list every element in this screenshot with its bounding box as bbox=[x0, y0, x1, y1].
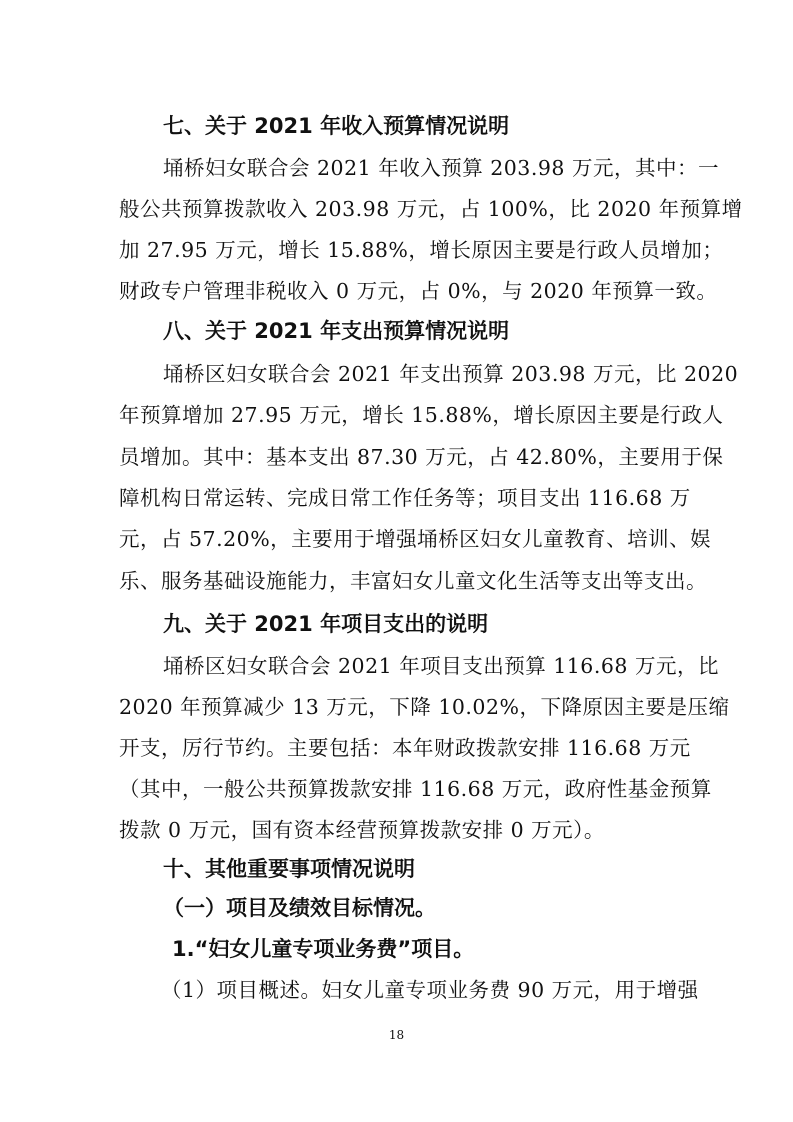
page-number: 18 bbox=[388, 1028, 405, 1042]
section-8-line-1: 埇桥区妇女联合会 2021 年支出预算 203.98 万元，比 2020 bbox=[163, 362, 739, 386]
section-8-line-3: 员增加。其中：基本支出 87.30 万元，占 42.80%，主要用于保 bbox=[119, 445, 724, 469]
section-8-heading: 八、关于 2021 年支出预算情况说明 bbox=[163, 319, 510, 343]
section-10-line-1: （1）项目概述。妇女儿童专项业务费 90 万元，用于增强 bbox=[161, 978, 699, 1002]
section-7-line-1: 埇桥妇女联合会 2021 年收入预算 203.98 万元，其中：一 bbox=[163, 156, 719, 180]
section-7-heading: 七、关于 2021 年收入预算情况说明 bbox=[163, 114, 510, 138]
section-9-line-4: （其中，一般公共预算拨款安排 116.68 万元，政府性基金预算 bbox=[119, 777, 712, 801]
section-9-heading: 九、关于 2021 年项目支出的说明 bbox=[163, 612, 489, 636]
section-10-subheading-1: （一）项目及绩效目标情况。 bbox=[163, 896, 436, 920]
section-7-line-4: 财政专户管理非税收入 0 万元，占 0%，与 2020 年预算一致。 bbox=[119, 279, 718, 303]
section-9-line-2: 2020 年预算减少 13 万元，下降 10.02%，下降原因主要是压缩 bbox=[119, 695, 730, 719]
section-9-line-3: 开支，厉行节约。主要包括：本年财政拨款安排 116.68 万元 bbox=[119, 736, 691, 760]
section-8-line-2: 年预算增加 27.95 万元，增长 15.88%，增长原因主要是行政人 bbox=[119, 403, 724, 427]
section-7-line-2: 般公共预算拨款收入 203.98 万元，占 100%，比 2020 年预算增 bbox=[119, 197, 743, 221]
section-9-line-1: 埇桥区妇女联合会 2021 年项目支出预算 116.68 万元，比 bbox=[163, 654, 719, 678]
section-9-line-5: 拨款 0 万元，国有资本经营预算拨款安排 0 万元）。 bbox=[119, 818, 605, 842]
section-8-line-5: 元，占 57.20%，主要用于增强埇桥区妇女儿童教育、培训、娱 bbox=[119, 527, 712, 551]
section-7-line-3: 加 27.95 万元，增长 15.88%，增长原因主要是行政人员增加； bbox=[119, 238, 724, 262]
section-10-subheading-2: 1.“妇女儿童专项业务费”项目。 bbox=[172, 937, 475, 961]
section-8-line-6: 乐、服务基础设施能力，丰富妇女儿童文化生活等支出等支出。 bbox=[119, 569, 707, 593]
section-10-heading: 十、其他重要事项情况说明 bbox=[163, 857, 415, 881]
section-8-line-4: 障机构日常运转、完成日常工作任务等；项目支出 116.68 万 bbox=[119, 486, 691, 510]
